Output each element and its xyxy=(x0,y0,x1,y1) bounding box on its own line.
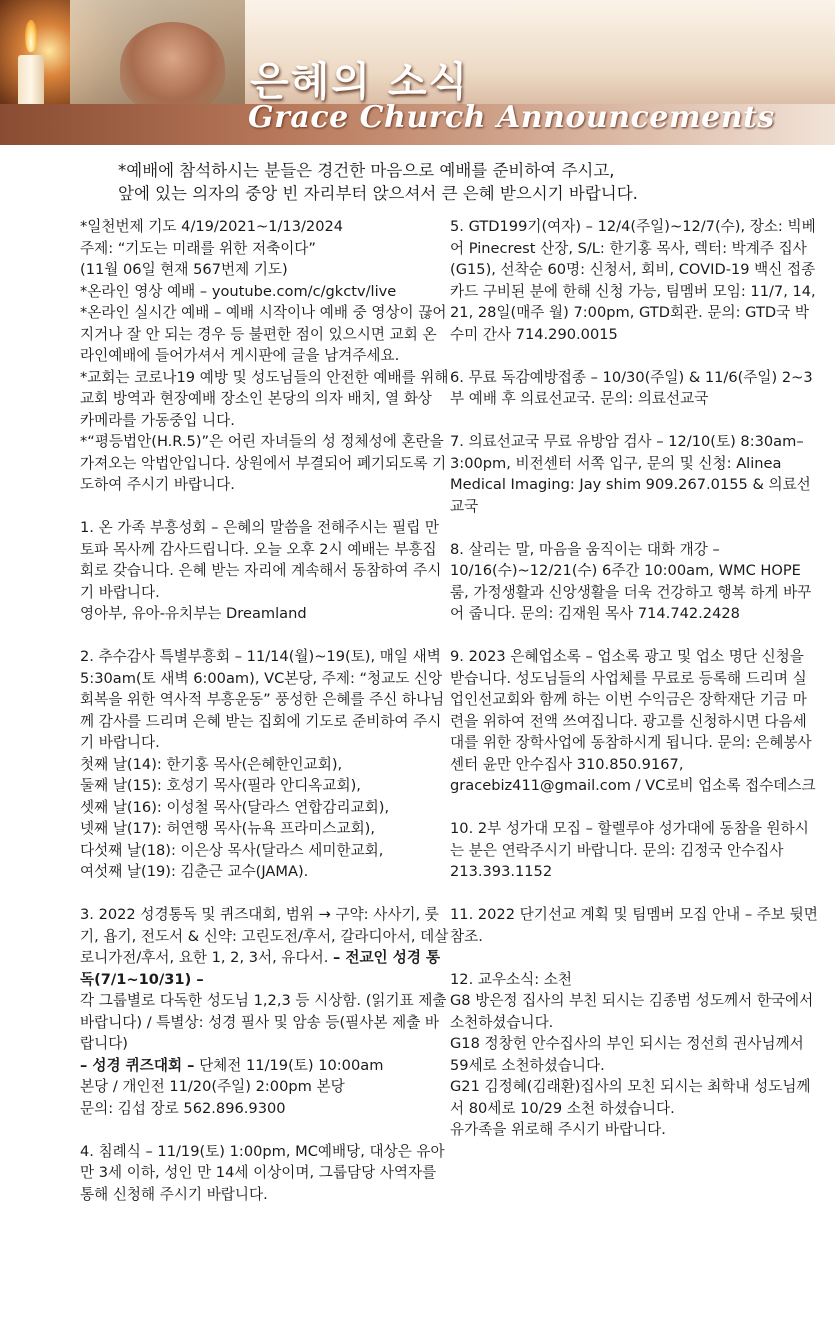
left-column xyxy=(80,216,450,1205)
announcement-2: 2. 추수감사 특별부흥회 – 11/14(월)~19(토), 매일 새벽 5:30am(토 새벽 6:00am), VC본당, 주제: “청교도 신앙회복을 위한 역사적 부흥운동” 풍성한 은혜를 주신 하나님께 감사를 드리며 은혜 받는 집회에 기도로 준비하여 주시기 바랍니다. xyxy=(80,648,445,751)
speaker-line: 여섯째 날(19): 김춘근 교수(JAMA). xyxy=(80,863,309,880)
intro-line: *예배에 참석하시는 분들은 경건한 마음으로 예배를 준비하여 주시고, xyxy=(118,161,615,180)
announcement-1: 1. 온 가족 부흥성회 – 은혜의 말씀을 전해주시는 필립 만토파 목사께 감사드립니다. 오늘 오후 2시 예배는 부흥집회로 갖습니다. 은혜 받는 자리에 계속해서 동참하여 주시기 바랍니다. xyxy=(80,519,442,601)
announcement-11: 11. 2022 단기선교 계획 및 팀멤버 모집 안내 – 주보 뒷면 참조. xyxy=(450,906,818,945)
speaker-line: 셋째 날(16): 이성철 목사(달라스 연합감리교회), xyxy=(80,798,390,816)
obituary-line: G8 방은정 집사의 부친 되시는 김종범 성도께서 한국에서 소천하셨습니다. xyxy=(450,992,814,1031)
header-banner xyxy=(0,0,835,145)
note-line: *온라인 실시간 예배 – 예배 시작이나 예배 중 영상이 끊어지거나 잘 안 되는 경우 등 불편한 점이 있으시면 교회 온라인예배에 들어가셔서 게시판에 글을 남겨주세요. xyxy=(80,304,447,364)
announcement-10: 10. 2부 성가대 모집 – 할렐루야 성가대에 동참을 원하시는 분은 연락주시기 바랍니다. 문의: 김정국 안수집사 213.393.1152 xyxy=(450,820,809,880)
note-line: *온라인 영상 예배 – youtube.com/c/gkctv/live xyxy=(80,282,397,300)
bible-quiz-heading: – 성경 퀴즈대회 – xyxy=(80,1056,195,1074)
intro-line: 앞에 있는 의자의 중앙 빈 자리부터 앉으셔서 큰 은혜 받으시기 바랍니다. xyxy=(118,184,638,203)
page-subtitle: Grace Church Announcements xyxy=(248,100,775,135)
note-line: (11월 06일 현재 567번제 기도) xyxy=(80,261,288,278)
announcement-3-quiz xyxy=(80,1055,450,1077)
praying-hands-image xyxy=(120,22,225,112)
bible-reading-heading: – 전교인 성경 통독(7/1~10/31) – xyxy=(80,949,441,988)
note-line: *일천번제 기도 4/19/2021~1/13/2024 xyxy=(80,218,344,235)
note-line: *“평등법안(H.R.5)”은 어린 자녀들의 성 정체성에 혼란을 가져오는 악법안입니다. 상원에서 부결되어 폐기되도록 기도하여 주시기 바랍니다. xyxy=(80,433,447,493)
announcement-9: 9. 2023 은혜업소록 – 업소록 광고 및 업소 명단 신청을 받습니다. 성도님들의 사업체를 무료로 등록해 드리며 실업인선교회와 함께 하는 이번 수익금은 장학재단 기금 마련을 위하여 전액 쓰여집니다. 광고를 신청하시면 다음세대를 위한 장학사업에 동참하시게 됩니다. 문의: 은혜봉사센터 윤만 안수집사 310.850.9167, gracebiz411@gmail.com / VC로비 업소록 접수데스크 xyxy=(450,648,816,794)
announcement-1-note: 영아부, 유아-유치부는 Dreamland xyxy=(80,605,307,622)
speaker-line: 첫째 날(14): 한기홍 목사(은혜한인교회), xyxy=(80,755,343,773)
announcement-3-contact: 문의: 김섭 장로 562.896.9300 xyxy=(80,1099,286,1117)
announcement-5: 5. GTD199기(여자) – 12/4(주일)~12/7(수), 장소: 빅베어 Pinecrest 산장, S/L: 한기홍 목사, 렉터: 박계주 집사(G15), 선착순 60명: 신청서, 회비, COVID-19 백신 접종카드 구비된 분에 한해 신청 가능, 팀멤버 모임: 11/7, 14, 21, 28일(매주 월) 7:00pm, GTD회관. 문의: GTD국 박수미 간사 714.290.0015 xyxy=(450,218,816,343)
intro-notice xyxy=(118,159,818,205)
note-line: *교회는 코로나19 예방 및 성도님들의 안전한 예배를 위해 교회 방역과 현장예배 장소인 본당의 의자 배치, 열 화상 카메라를 가동중입 니다. xyxy=(80,368,449,429)
announcement-4: 4. 침례식 – 11/19(토) 1:00pm, MC예배당, 대상은 유아 만 3세 이하, 성인 만 14세 이상이며, 그룹담당 사역자를 통해 신청해 주시기 바랍니다. xyxy=(80,1142,445,1203)
obituary-line: G18 정창헌 안수집사의 부인 되시는 정선희 권사님께서 59세로 소천하셨습니다. xyxy=(450,1035,804,1074)
speaker-line: 다섯째 날(18): 이은상 목사(달라스 세미한교회, xyxy=(80,841,384,859)
announcement-3-line: 본당 / 개인전 11/20(주일) 2:00pm 본당 xyxy=(80,1078,345,1095)
bible-quiz-detail: 단체전 11/19(토) 10:00am xyxy=(194,1056,384,1074)
obituary-line: 유가족을 위로해 주시기 바랍니다. xyxy=(450,1121,666,1138)
note-line: 주제: “기도는 미래를 위한 저축이다” xyxy=(80,239,316,257)
obituary-line: G21 김정혜(김래환)집사의 모친 되시는 최학내 성도님께서 80세로 10/29 소천 하셨습니다. xyxy=(450,1078,811,1117)
announcement-3 xyxy=(80,904,450,990)
announcement-3-intro: 3. 2022 성경통독 및 퀴즈대회, 범위 → 구약: 사사기, 룻기, 욥기, 전도서 & 신약: 고린도전/후서, 갈라디아서, 데살로니가전/후서, 요한 1, 2, 3서, 유다서. xyxy=(80,906,449,966)
speaker-line: 넷째 날(17): 허연행 목사(뉴욕 프라미스교회), xyxy=(80,820,376,837)
speaker-line: 둘째 날(15): 호성기 목사(필라 안디옥교회), xyxy=(80,777,361,794)
announcement-3-body: 각 그룹별로 다독한 성도님 1,2,3 등 시상함. (읽기표 제출 바랍니다) / 특별상: 성경 필사 및 암송 등(필사본 제출 바랍니다) xyxy=(80,992,447,1052)
right-column xyxy=(450,216,820,1141)
page-title: 은혜의 소식 xyxy=(250,59,470,105)
flame-icon xyxy=(25,20,37,52)
announcement-6: 6. 무료 독감예방접종 – 10/30(주일) & 11/6(주일) 2~3부 예배 후 의료선교국. 문의: 의료선교국 xyxy=(450,368,813,407)
announcement-12-title: 12. 교우소식: 소천 xyxy=(450,970,572,988)
announcement-8: 8. 살리는 말, 마음을 움직이는 대화 개강 – 10/16(수)~12/21(수) 6주간 10:00am, WMC HOPE 룸, 가정생활과 신앙생활을 더욱 건강하고 행복 하게 바꾸어 줍니다. 문의: 김재원 목사 714.742.2428 xyxy=(450,540,812,622)
announcement-7: 7. 의료선교국 무료 유방암 검사 – 12/10(토) 8:30am–3:00pm, 비전센터 서쪽 입구, 문의 및 신청: Alinea Medical Imaging: Jay shim 909.267.0155 & 의료선교국 xyxy=(450,433,811,515)
